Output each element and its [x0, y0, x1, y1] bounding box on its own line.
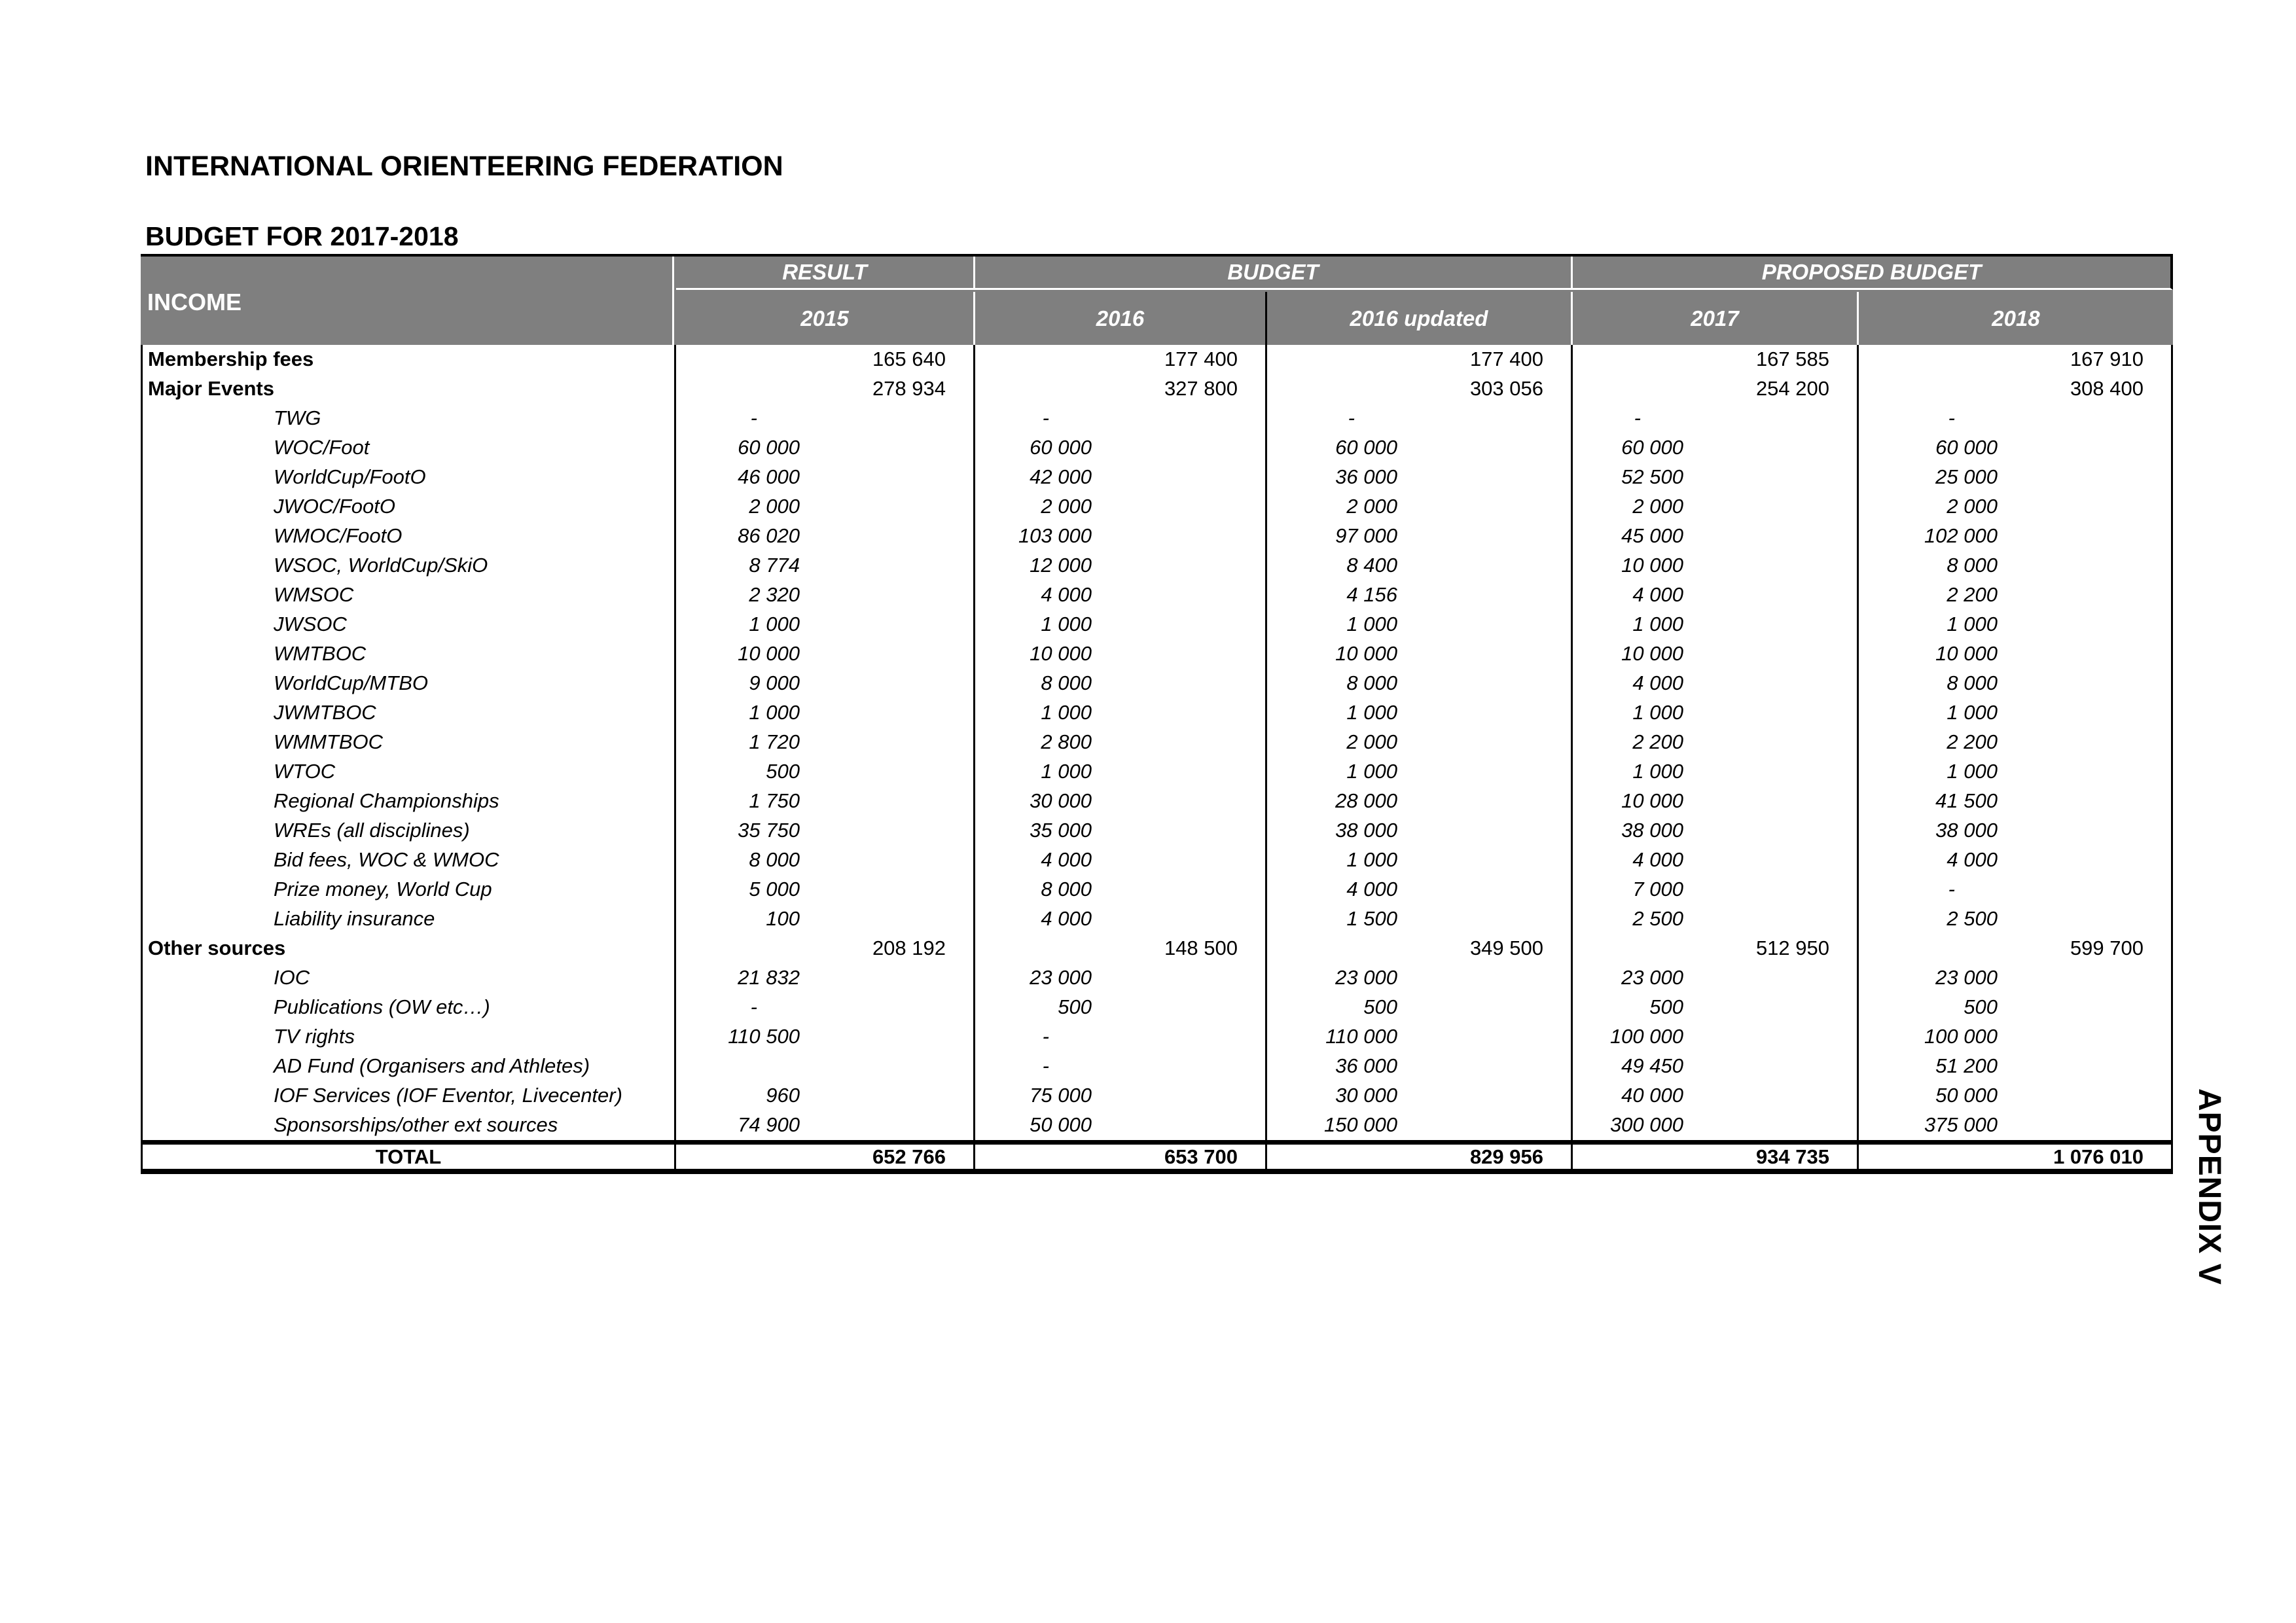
row-value: 12 000 [973, 551, 1265, 580]
row-value: 1 000 [1857, 757, 2171, 787]
year-header-2018: 2018 [1857, 292, 2173, 345]
row-value: 52 500 [1571, 463, 1857, 492]
table-row [143, 374, 2171, 404]
row-label: WorldCup/FootO [274, 465, 426, 488]
row-value: 1 000 [674, 698, 973, 728]
row-value: 375 000 [1857, 1111, 2171, 1140]
row-label: IOC [274, 966, 310, 989]
table-row [143, 669, 2171, 698]
row-value: 41 500 [1857, 787, 2171, 816]
row-value: 75 000 [973, 1081, 1265, 1111]
table-row [143, 816, 2171, 846]
row-value: 46 000 [674, 463, 973, 492]
row-label: Regional Championships [274, 789, 499, 812]
year-header-2016: 2016 [973, 292, 1265, 345]
row-value: 4 000 [1571, 580, 1857, 610]
row-value: 35 750 [674, 816, 973, 846]
row-value: 100 [674, 904, 973, 934]
row-value: 100 000 [1857, 1022, 2171, 1052]
row-value: - [973, 1052, 1265, 1081]
row-value: 1 000 [1857, 698, 2171, 728]
row-value: 25 000 [1857, 463, 2171, 492]
row-label: WMTBOC [274, 642, 367, 665]
row-value: 4 000 [1571, 846, 1857, 875]
total-value-2017: 934 735 [1571, 1145, 1857, 1169]
row-value: 349 500 [1265, 934, 1571, 963]
row-value: 50 000 [1857, 1081, 2171, 1111]
row-value: 4 000 [973, 580, 1265, 610]
row-value: 23 000 [973, 963, 1265, 993]
table-row [143, 993, 2171, 1022]
row-label: Sponsorships/other ext sources [274, 1113, 558, 1136]
row-label: JWMTBOC [274, 701, 376, 724]
row-value: 1 720 [674, 728, 973, 757]
row-value: 8 000 [674, 846, 973, 875]
table-row [143, 492, 2171, 522]
row-value: 2 320 [674, 580, 973, 610]
row-value: 23 000 [1571, 963, 1857, 993]
row-value: 512 950 [1571, 934, 1857, 963]
year-header-row [676, 292, 2173, 345]
table-row [143, 404, 2171, 433]
table-row [143, 1052, 2171, 1081]
row-value: 74 900 [674, 1111, 973, 1140]
row-value: 1 000 [1265, 846, 1571, 875]
table-row [143, 345, 2171, 374]
row-label: JWOC/FootO [274, 495, 396, 518]
table-row [143, 1022, 2171, 1052]
row-value: 2 200 [1857, 728, 2171, 757]
row-value: 4 000 [1265, 875, 1571, 904]
row-value: 38 000 [1571, 816, 1857, 846]
appendix-label: APPENDIX V [2192, 1088, 2227, 1285]
row-value: - [1857, 404, 2171, 433]
row-value: 167 910 [1857, 345, 2171, 374]
row-label: Other sources [148, 936, 286, 959]
row-value: 2 200 [1857, 580, 2171, 610]
row-value: 9 000 [674, 669, 973, 698]
row-value: 97 000 [1265, 522, 1571, 551]
row-value: 4 156 [1265, 580, 1571, 610]
row-value: 10 000 [1571, 787, 1857, 816]
year-header-2017: 2017 [1571, 292, 1857, 345]
row-value: 303 056 [1265, 374, 1571, 404]
table-body [141, 345, 2173, 1140]
row-label: Membership fees [148, 348, 314, 370]
row-value: 300 000 [1571, 1111, 1857, 1140]
total-value-2016u: 829 956 [1265, 1145, 1571, 1169]
row-value: 1 000 [1571, 698, 1857, 728]
row-value: - [674, 404, 973, 433]
row-label: WMSOC [274, 583, 354, 606]
table-row [143, 846, 2171, 875]
table-row [143, 433, 2171, 463]
row-label: WTOC [274, 760, 336, 783]
row-value: 2 000 [1571, 492, 1857, 522]
row-value: 45 000 [1571, 522, 1857, 551]
row-value: - [1265, 404, 1571, 433]
row-value: 1 000 [1857, 610, 2171, 639]
row-value: 2 000 [1857, 492, 2171, 522]
total-row [141, 1140, 2173, 1174]
row-label: Publications (OW etc…) [274, 995, 490, 1018]
row-value: 1 000 [1265, 698, 1571, 728]
row-value: 177 400 [973, 345, 1265, 374]
row-value: 60 000 [1571, 433, 1857, 463]
year-header-2015: 2015 [800, 306, 849, 330]
row-value: 30 000 [1265, 1081, 1571, 1111]
table-row [143, 639, 2171, 669]
row-value [674, 1052, 973, 1081]
row-value: 10 000 [1571, 639, 1857, 669]
row-value: 1 000 [973, 610, 1265, 639]
row-value: 2 000 [1265, 492, 1571, 522]
row-label: WMMTBOC [274, 730, 384, 753]
table-row [143, 463, 2171, 492]
row-value: - [973, 1022, 1265, 1052]
row-value: 30 000 [973, 787, 1265, 816]
row-value: 1 000 [973, 757, 1265, 787]
row-value: 2 500 [1857, 904, 2171, 934]
row-value: 28 000 [1265, 787, 1571, 816]
row-value: 51 200 [1857, 1052, 2171, 1081]
row-label: IOF Services (IOF Eventor, Livecenter) [274, 1084, 622, 1107]
row-value: 8 000 [973, 875, 1265, 904]
row-value: 110 000 [1265, 1022, 1571, 1052]
row-value: 21 832 [674, 963, 973, 993]
row-value: 110 500 [674, 1022, 973, 1052]
row-value: 49 450 [1571, 1052, 1857, 1081]
row-label: TV rights [274, 1025, 355, 1048]
row-value: 36 000 [1265, 1052, 1571, 1081]
row-value: - [973, 404, 1265, 433]
row-value: 23 000 [1265, 963, 1571, 993]
row-value: 208 192 [674, 934, 973, 963]
row-label: WSOC, WorldCup/SkiO [274, 554, 488, 577]
row-label: WMOC/FootO [274, 524, 403, 547]
row-label: Prize money, World Cup [274, 878, 492, 901]
row-value: 1 000 [1265, 757, 1571, 787]
row-value: 500 [1571, 993, 1857, 1022]
row-value: 2 000 [973, 492, 1265, 522]
row-value: 4 000 [1857, 846, 2171, 875]
row-value: 148 500 [973, 934, 1265, 963]
row-label: AD Fund (Organisers and Athletes) [274, 1054, 590, 1077]
row-value: 1 000 [973, 698, 1265, 728]
row-value: 38 000 [1857, 816, 2171, 846]
row-value: 100 000 [1571, 1022, 1857, 1052]
row-value: 8 000 [1265, 669, 1571, 698]
row-value: 500 [674, 757, 973, 787]
row-value: 10 000 [1857, 639, 2171, 669]
row-value: 177 400 [1265, 345, 1571, 374]
row-value: 102 000 [1857, 522, 2171, 551]
row-value: 150 000 [1265, 1111, 1571, 1140]
row-value: 960 [674, 1081, 973, 1111]
table-row [143, 1081, 2171, 1111]
row-value: 10 000 [1265, 639, 1571, 669]
row-value: 1 000 [1571, 757, 1857, 787]
row-value: 60 000 [674, 433, 973, 463]
row-label: JWSOC [274, 613, 347, 635]
column-group-row [676, 257, 2173, 290]
row-value: 8 000 [1857, 551, 2171, 580]
col-group-proposed-budget: PROPOSED BUDGET [1571, 257, 2170, 288]
row-value: 2 800 [973, 728, 1265, 757]
row-value: 278 934 [674, 374, 973, 404]
row-value: 38 000 [1265, 816, 1571, 846]
row-value: 60 000 [1857, 433, 2171, 463]
row-value: 103 000 [973, 522, 1265, 551]
row-value: 1 000 [1571, 610, 1857, 639]
table-row [143, 904, 2171, 934]
row-label: Liability insurance [274, 907, 435, 930]
table-row [143, 551, 2171, 580]
row-value: 1 000 [674, 610, 973, 639]
table-row [143, 580, 2171, 610]
total-value-2015: 652 766 [674, 1145, 973, 1169]
row-label: TWG [274, 406, 321, 429]
row-value: 8 774 [674, 551, 973, 580]
table-row [143, 963, 2171, 993]
col-group-budget: BUDGET [973, 257, 1571, 288]
table-row [143, 934, 2171, 963]
row-value: 5 000 [674, 875, 973, 904]
row-value: 1 750 [674, 787, 973, 816]
table-header [141, 254, 2173, 345]
row-label: WorldCup/MTBO [274, 671, 428, 694]
total-value-2018: 1 076 010 [1857, 1145, 2171, 1169]
row-value: 8 000 [973, 669, 1265, 698]
total-value-2016: 653 700 [973, 1145, 1265, 1169]
row-value: 36 000 [1265, 463, 1571, 492]
row-value: 500 [1857, 993, 2171, 1022]
row-value: 35 000 [973, 816, 1265, 846]
row-value: 254 200 [1571, 374, 1857, 404]
row-value: 599 700 [1857, 934, 2171, 963]
table-row [143, 875, 2171, 904]
row-label: Bid fees, WOC & WMOC [274, 848, 499, 871]
row-value: 4 000 [973, 904, 1265, 934]
table-row [143, 522, 2171, 551]
income-section-header: INCOME [141, 257, 674, 348]
table-row [143, 787, 2171, 816]
row-value: 1 500 [1265, 904, 1571, 934]
table-row [143, 728, 2171, 757]
row-value: 86 020 [674, 522, 973, 551]
row-value: 4 000 [973, 846, 1265, 875]
table-row [143, 1111, 2171, 1140]
table-row [143, 757, 2171, 787]
row-value: 7 000 [1571, 875, 1857, 904]
row-value: 50 000 [973, 1111, 1265, 1140]
row-value: 4 000 [1571, 669, 1857, 698]
row-value: 42 000 [973, 463, 1265, 492]
row-value: 500 [973, 993, 1265, 1022]
row-value: - [1857, 875, 2171, 904]
row-value: 327 800 [973, 374, 1265, 404]
org-title: INTERNATIONAL ORIENTEERING FEDERATION [145, 151, 783, 182]
row-value: 2 500 [1571, 904, 1857, 934]
row-value: 167 585 [1571, 345, 1857, 374]
row-value: 1 000 [1265, 610, 1571, 639]
row-label: WREs (all disciplines) [274, 819, 470, 842]
doc-title: BUDGET FOR 2017-2018 [145, 221, 459, 251]
row-value: - [674, 993, 973, 1022]
row-value: 10 000 [973, 639, 1265, 669]
total-label: TOTAL [375, 1145, 442, 1168]
row-value: 2 200 [1571, 728, 1857, 757]
row-value: 60 000 [1265, 433, 1571, 463]
row-value: 500 [1265, 993, 1571, 1022]
row-value: 40 000 [1571, 1081, 1857, 1111]
row-value: 165 640 [674, 345, 973, 374]
row-value: 308 400 [1857, 374, 2171, 404]
row-value: 10 000 [1571, 551, 1857, 580]
row-label: Major Events [148, 377, 274, 400]
row-value: 10 000 [674, 639, 973, 669]
row-value: - [1571, 404, 1857, 433]
row-label: WOC/Foot [274, 436, 370, 459]
row-value: 8 000 [1857, 669, 2171, 698]
row-value: 60 000 [973, 433, 1265, 463]
table-row [143, 698, 2171, 728]
table-row [143, 610, 2171, 639]
row-value: 8 400 [1265, 551, 1571, 580]
income-budget-table [141, 254, 2173, 1174]
row-value: 2 000 [674, 492, 973, 522]
col-group-result: RESULT [782, 260, 867, 284]
row-value: 2 000 [1265, 728, 1571, 757]
year-header-2016-updated: 2016 updated [1265, 292, 1571, 345]
row-value: 23 000 [1857, 963, 2171, 993]
